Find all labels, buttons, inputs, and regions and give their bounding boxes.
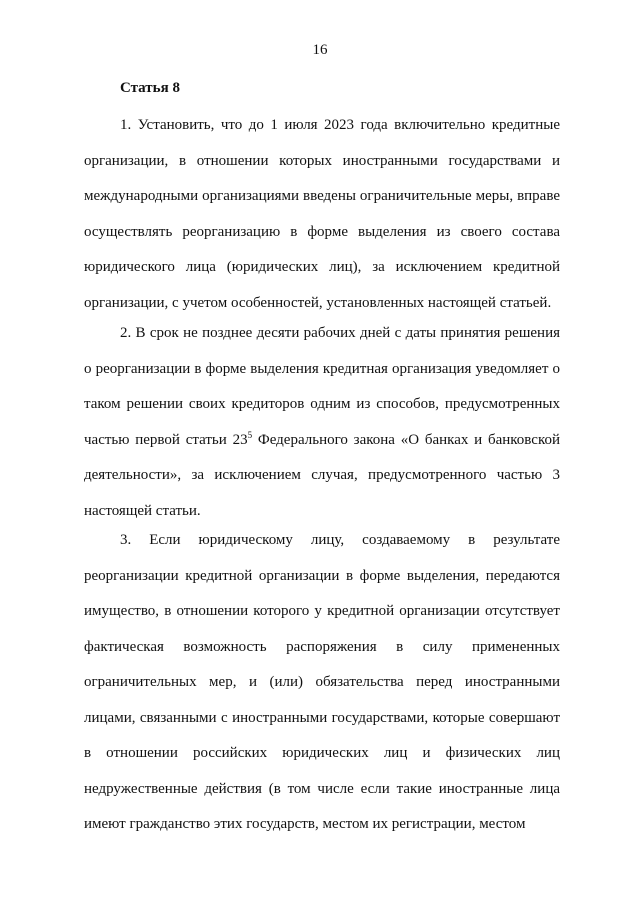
paragraph-1: 1. Установить, что до 1 июля 2023 года включительно кредитные организации, в отношении которых иностранными государствами и международными организациями введены ограничительные меры, вправе осуществлять реорганизацию в форме выделения из своего состава юридического лица (юридических лиц), за исключением кредитной организации, с учетом особенностей, установленных настоящей статьей. <box>84 117 560 311</box>
paragraph-2 <box>84 316 560 529</box>
paragraph-3: 3. Если юридическому лицу, создаваемому в результате реорганизации кредитной организации в форме выделения, передаются имущество, в отношении которого у кредитной организации отсутствует фактическая возможность распоряжения в силу примененных ограничительных мер, и (или) обязательства перед иностранными лицами, связанными с иностранными государствами, которые совершают в отношении российских юридических лиц и физических лиц недружественные действия (в том числе если такие иностранные лица имеют гражданство этих государств, местом их регистрации, местом <box>84 532 560 832</box>
article-superscript: 5 <box>247 429 253 440</box>
article-title: Статья 8 <box>120 80 180 96</box>
paragraph-2-text-start: 2. В срок не позднее десяти рабочих дней с даты принятия решения о реорганизации в форме выделения кредитная организация уведомляет о таком решении своих кредиторов одним из способов, предусмотренных частью первой статьи 23 <box>84 325 560 448</box>
page-number: 16 <box>312 42 328 58</box>
paragraph-2-text-end: Федерального закона «О банках и банковской деятельности», за исключением случая, предусмотренного частью 3 настоящей статьи. <box>84 431 560 519</box>
